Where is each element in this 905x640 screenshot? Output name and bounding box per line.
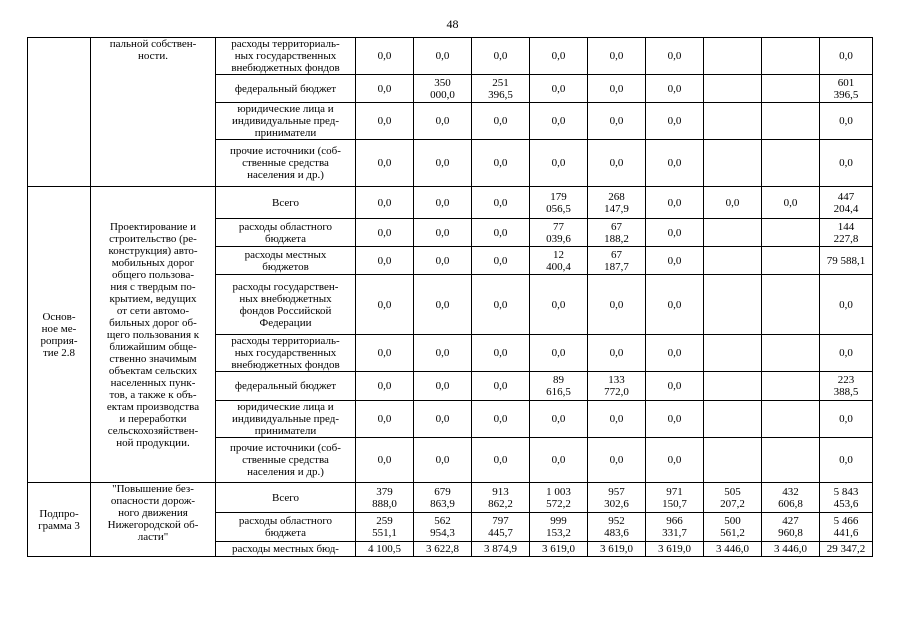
value-cell: 957 302,6	[588, 483, 646, 513]
value-cell: 0,0	[530, 140, 588, 187]
value-cell: 350 000,0	[414, 75, 472, 103]
value-cell: 0,0	[414, 275, 472, 335]
value-cell: 5 466 441,6	[820, 513, 873, 542]
value-cell: 0,0	[646, 75, 704, 103]
value-cell: 0,0	[356, 187, 414, 219]
funding-source-label: Всего	[216, 483, 356, 513]
value-cell: 89 616,5	[530, 372, 588, 401]
value-cell: 0,0	[588, 103, 646, 140]
value-cell	[762, 335, 820, 372]
value-cell: 0,0	[530, 401, 588, 438]
value-cell: 0,0	[414, 401, 472, 438]
value-cell: 0,0	[472, 247, 530, 275]
value-cell: 0,0	[588, 140, 646, 187]
value-cell	[704, 38, 762, 75]
value-cell: 0,0	[588, 275, 646, 335]
value-cell: 679 863,9	[414, 483, 472, 513]
value-cell	[704, 335, 762, 372]
value-cell: 0,0	[588, 335, 646, 372]
value-cell: 0,0	[472, 372, 530, 401]
value-cell: 0,0	[820, 275, 873, 335]
funding-source-label: прочие источники (соб- ственные средства населения и др.)	[216, 438, 356, 483]
value-cell	[762, 140, 820, 187]
value-cell	[704, 275, 762, 335]
value-cell: 0,0	[472, 140, 530, 187]
value-cell: 251 396,5	[472, 75, 530, 103]
value-cell	[704, 219, 762, 247]
value-cell: 0,0	[530, 275, 588, 335]
value-cell: 0,0	[646, 38, 704, 75]
table-row	[28, 38, 873, 75]
value-cell: 0,0	[414, 372, 472, 401]
value-cell: 3 622,8	[414, 542, 472, 557]
funding-source-label: юридические лица и индивидуальные пред- приниматели	[216, 103, 356, 140]
funding-source-label: расходы территориаль- ных государственных внебюджетных фондов	[216, 335, 356, 372]
funding-source-label: расходы местных бюджетов	[216, 247, 356, 275]
value-cell: 562 954,3	[414, 513, 472, 542]
value-cell: 0,0	[356, 219, 414, 247]
value-cell: 0,0	[646, 103, 704, 140]
value-cell: 0,0	[356, 38, 414, 75]
value-cell: 0,0	[588, 75, 646, 103]
value-cell	[762, 103, 820, 140]
value-cell: 3 446,0	[762, 542, 820, 557]
value-cell: 0,0	[820, 38, 873, 75]
value-cell: 0,0	[356, 103, 414, 140]
section-name	[28, 38, 91, 187]
value-cell: 797 445,7	[472, 513, 530, 542]
value-cell: 432 606,8	[762, 483, 820, 513]
value-cell: 0,0	[646, 275, 704, 335]
value-cell	[762, 219, 820, 247]
value-cell: 0,0	[414, 38, 472, 75]
value-cell: 144 227,8	[820, 219, 873, 247]
funding-source-label: расходы государствен- ных внебюджетных фондов Российской Федерации	[216, 275, 356, 335]
value-cell: 0,0	[646, 335, 704, 372]
value-cell: 0,0	[414, 140, 472, 187]
value-cell	[704, 140, 762, 187]
value-cell	[762, 75, 820, 103]
value-cell: 0,0	[472, 219, 530, 247]
value-cell: 0,0	[472, 275, 530, 335]
value-cell: 0,0	[356, 140, 414, 187]
value-cell: 0,0	[356, 438, 414, 483]
value-cell: 0,0	[646, 372, 704, 401]
value-cell: 0,0	[472, 335, 530, 372]
value-cell: 0,0	[588, 401, 646, 438]
value-cell: 0,0	[356, 335, 414, 372]
section-description: пальной собствен- ности.	[91, 38, 216, 187]
value-cell: 0,0	[646, 438, 704, 483]
value-cell	[704, 372, 762, 401]
value-cell: 601 396,5	[820, 75, 873, 103]
value-cell	[762, 401, 820, 438]
value-cell: 0,0	[820, 335, 873, 372]
value-cell: 0,0	[820, 401, 873, 438]
value-cell: 77 039,6	[530, 219, 588, 247]
value-cell: 0,0	[646, 140, 704, 187]
value-cell: 12 400,4	[530, 247, 588, 275]
value-cell: 0,0	[646, 247, 704, 275]
value-cell: 447 204,4	[820, 187, 873, 219]
page-number: 48	[446, 17, 459, 31]
section-description: Проектирование и строительство (ре- конструкция) авто- мобильных дорог общего пользова- ния с твердым по- крытием, ведущих от сети автомо- бильных дорог об- щего пользования к ближайшим обще- ственно значимым объектам сельских населенных пунк- тов, а также к объ- ектам производства и переработки сельскохозяйствен- ной продукции.	[91, 187, 216, 483]
value-cell: 1 003 572,2	[530, 483, 588, 513]
value-cell: 4 100,5	[356, 542, 414, 557]
value-cell: 0,0	[820, 103, 873, 140]
value-cell: 966 331,7	[646, 513, 704, 542]
value-cell: 0,0	[414, 103, 472, 140]
value-cell: 0,0	[704, 187, 762, 219]
value-cell: 500 561,2	[704, 513, 762, 542]
funding-source-label: федеральный бюджет	[216, 372, 356, 401]
funding-source-label: юридические лица и индивидуальные пред- приниматели	[216, 401, 356, 438]
value-cell	[704, 401, 762, 438]
value-cell: 79 588,1	[820, 247, 873, 275]
value-cell: 67 188,2	[588, 219, 646, 247]
value-cell: 0,0	[762, 187, 820, 219]
value-cell	[704, 103, 762, 140]
funding-source-label: федеральный бюджет	[216, 75, 356, 103]
value-cell: 0,0	[646, 187, 704, 219]
value-cell: 999 153,2	[530, 513, 588, 542]
value-cell: 379 888,0	[356, 483, 414, 513]
value-cell: 0,0	[414, 219, 472, 247]
funding-source-label: расходы местных бюд-	[216, 542, 356, 557]
section-name: Подпро- грамма 3	[28, 483, 91, 557]
value-cell: 3 446,0	[704, 542, 762, 557]
value-cell	[762, 247, 820, 275]
value-cell: 0,0	[414, 187, 472, 219]
value-cell: 913 862,2	[472, 483, 530, 513]
value-cell: 0,0	[820, 438, 873, 483]
value-cell: 3 619,0	[530, 542, 588, 557]
value-cell: 133 772,0	[588, 372, 646, 401]
funding-source-label: Всего	[216, 187, 356, 219]
value-cell: 0,0	[530, 438, 588, 483]
funding-source-label: расходы территориаль- ных государственных внебюджетных фондов	[216, 38, 356, 75]
value-cell	[704, 438, 762, 483]
value-cell: 0,0	[472, 38, 530, 75]
value-cell	[704, 75, 762, 103]
value-cell: 952 483,6	[588, 513, 646, 542]
value-cell: 0,0	[530, 75, 588, 103]
funding-source-label: прочие источники (соб- ственные средства населения и др.)	[216, 140, 356, 187]
value-cell: 427 960,8	[762, 513, 820, 542]
value-cell: 0,0	[356, 275, 414, 335]
value-cell: 0,0	[820, 140, 873, 187]
value-cell: 3 619,0	[646, 542, 704, 557]
funding-source-label: расходы областного бюджета	[216, 219, 356, 247]
value-cell	[704, 247, 762, 275]
value-cell: 5 843 453,6	[820, 483, 873, 513]
value-cell: 0,0	[356, 75, 414, 103]
value-cell	[762, 38, 820, 75]
value-cell: 0,0	[530, 38, 588, 75]
value-cell	[762, 372, 820, 401]
value-cell: 0,0	[414, 335, 472, 372]
funding-source-label: расходы областного бюджета	[216, 513, 356, 542]
value-cell: 0,0	[472, 187, 530, 219]
value-cell: 0,0	[356, 401, 414, 438]
value-cell	[762, 438, 820, 483]
value-cell: 29 347,2	[820, 542, 873, 557]
table-row	[28, 483, 873, 513]
value-cell: 0,0	[356, 372, 414, 401]
value-cell	[762, 275, 820, 335]
value-cell: 259 551,1	[356, 513, 414, 542]
value-cell: 3 619,0	[588, 542, 646, 557]
value-cell: 0,0	[646, 219, 704, 247]
value-cell: 0,0	[414, 438, 472, 483]
value-cell: 0,0	[356, 247, 414, 275]
value-cell: 179 056,5	[530, 187, 588, 219]
section-description: "Повышение без- опасности дорож- ного движения Нижегородской об- ласти"	[91, 483, 216, 557]
budget-table	[27, 37, 873, 557]
value-cell: 505 207,2	[704, 483, 762, 513]
value-cell: 0,0	[472, 438, 530, 483]
value-cell: 0,0	[414, 247, 472, 275]
value-cell: 0,0	[472, 401, 530, 438]
value-cell: 0,0	[646, 401, 704, 438]
value-cell: 971 150,7	[646, 483, 704, 513]
value-cell: 0,0	[588, 438, 646, 483]
section-name: Основ- ное ме- роприя- тие 2.8	[28, 187, 91, 483]
value-cell: 67 187,7	[588, 247, 646, 275]
value-cell: 268 147,9	[588, 187, 646, 219]
value-cell: 0,0	[472, 103, 530, 140]
value-cell: 223 388,5	[820, 372, 873, 401]
table-row	[28, 187, 873, 219]
value-cell: 0,0	[588, 38, 646, 75]
value-cell: 0,0	[530, 103, 588, 140]
value-cell: 3 874,9	[472, 542, 530, 557]
value-cell: 0,0	[530, 335, 588, 372]
